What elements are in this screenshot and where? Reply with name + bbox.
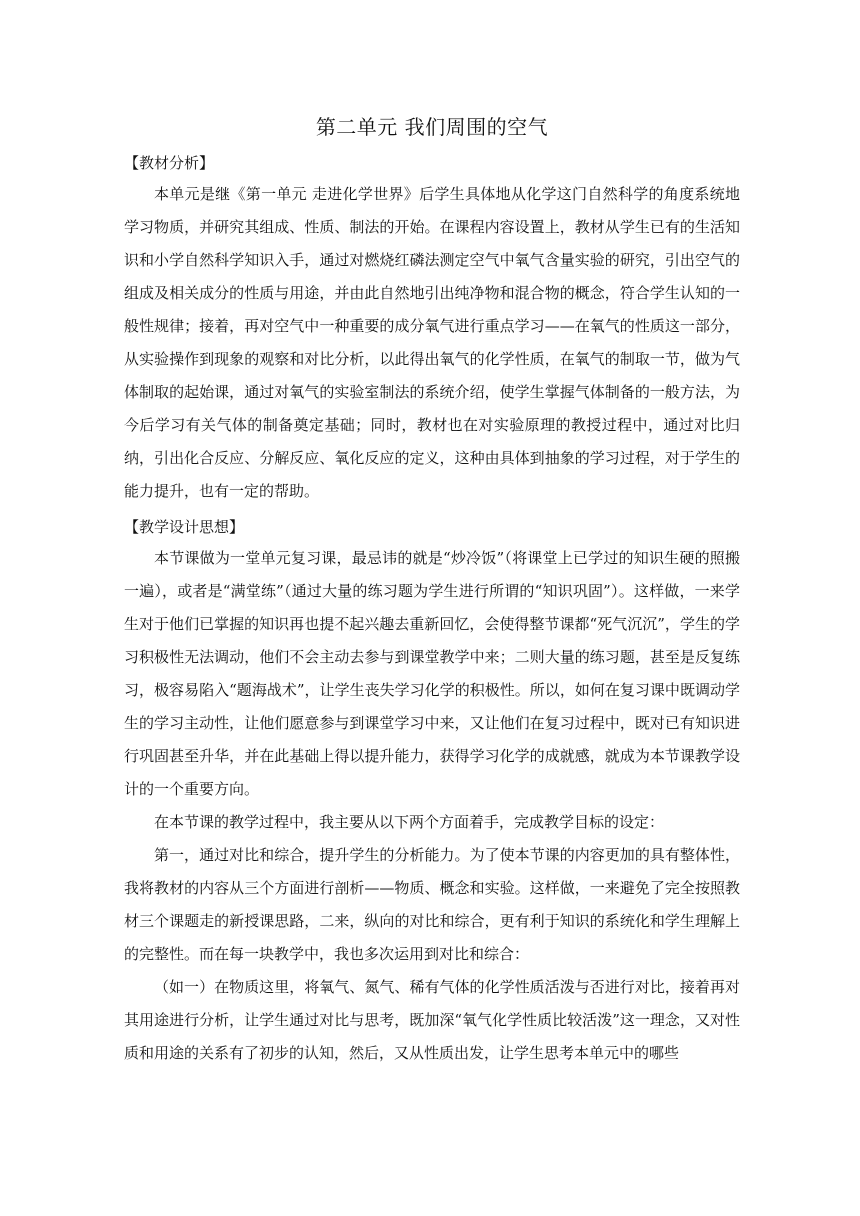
document-page — [124, 100, 740, 1070]
section-heading-textbook-analysis: 【教材分析】 — [124, 154, 215, 172]
section-teaching-design — [124, 516, 740, 1070]
paragraph-design-example: （如一）在物质这里，将氧气、氮气、稀有气体的化学性质活泼与否进行对比，接着再对其用途进行分析，让学生通过对比与思考，既加深“氧气化学性质比较活泼”这一理念，又对性质和用途的关系有了初步的认知，然后，又从性质出发，让学生思考本单元中的哪些 — [124, 978, 740, 1062]
paragraph-design-intro: 本节课做为一堂单元复习课，最忌讳的就是“炒冷饭”（将课堂上已学过的知识生硬的照搬一遍），或者是“满堂练”（通过大量的练习题为学生进行所谓的“知识巩固”）。这样做，一来学生对于他们已掌握的知识再也提不起兴趣去重新回忆，会使得整节课都“死气沉沉”，学生的学习积极性无法调动，他们不会主动去参与到课堂教学中来；二则大量的练习题，甚至是反复练习，极容易陷入“题海战术”，让学生丧失学习化学的积极性。所以，如何在复习课中既调动学生的学习主动性，让他们愿意参与到课堂学习中来，又让他们在复习过程中，既对已有知识进行巩固甚至升华，并在此基础上得以提升能力，获得学习化学的成就感，就成为本节课教学设计的一个重要方向。 — [124, 549, 740, 798]
paragraph-design-first-point: 第一，通过对比和综合，提升学生的分析能力。为了使本节课的内容更加的具有整体性，我将教材的内容从三个方面进行剖析——物质、概念和实验。这样做，一来避免了完全按照教材三个课题走的新授课思路，二来，纵向的对比和综合，更有利于知识的系统化和学生理解上的完整性。而在每一块教学中，我也多次运用到对比和综合： — [124, 846, 740, 963]
document-title: 第二单元 我们周围的空气 — [315, 115, 549, 139]
paragraph-textbook-analysis: 本单元是继《第一单元 走进化学世界》后学生具体地从化学这门自然科学的角度系统地学习物质，并研究其组成、性质、制法的开始。在课程内容设置上，教材从学生已有的生活知识和小学自然科学知识入手，通过对燃烧红磷法测定空气中氧气含量实验的研究，引出空气的组成及相关成分的性质与用途，并由此自然地引出纯净物和混合物的概念，符合学生认知的一般性规律；接着，再对空气中一种重要的成分氧气进行重点学习——在氧气的性质这一部分，从实验操作到现象的观察和对比分析，以此得出氧气的化学性质，在氧气的制取一节，做为气体制取的起始课，通过对氧气的实验室制法的系统介绍，使学生掌握气体制备的一般方法，为今后学习有关气体的制备奠定基础；同时，教材也在对实验原理的教授过程中，通过对比归纳，引出化合反应、分解反应、氧化反应的定义，这种由具体到抽象的学习过程，对于学生的能力提升，也有一定的帮助。 — [124, 185, 740, 500]
section-textbook-analysis — [124, 152, 740, 508]
section-heading-teaching-design: 【教学设计思想】 — [124, 518, 245, 536]
paragraph-design-approach: 在本节课的教学过程中，我主要从以下两个方面着手，完成教学目标的设定： — [154, 813, 665, 831]
